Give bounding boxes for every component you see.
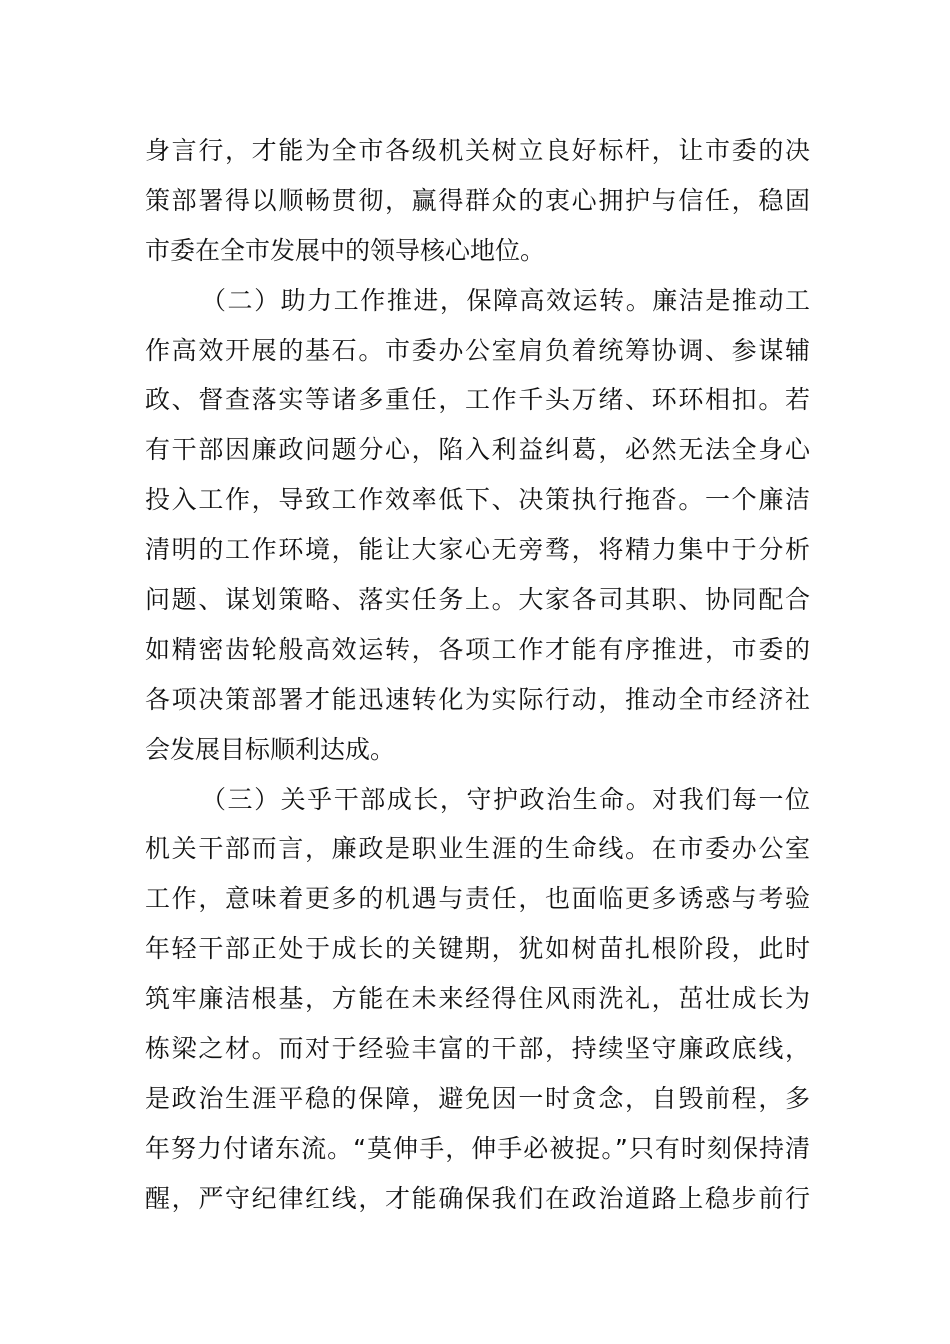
body-line-22: 醒，严守纪律红线，才能确保我们在政治道路上稳步前行 bbox=[145, 1183, 810, 1213]
body-line-3: 市委在全市发展中的领导核心地位。 bbox=[145, 235, 546, 265]
body-line-5: 作高效开展的基石。市委办公室肩负着统筹协调、参谋辅 bbox=[145, 335, 810, 365]
body-line-19: 栋梁之材。而对于经验丰富的干部，持续坚守廉政底线， bbox=[145, 1034, 810, 1064]
body-line-2: 策部署得以顺畅贯彻，赢得群众的衷心拥护与信任，稳固 bbox=[145, 185, 810, 215]
body-line-11: 如精密齿轮般高效运转，各项工作才能有序推进，市委的 bbox=[145, 634, 810, 664]
body-line-6: 政、督查落实等诸多重任，工作千头万绪、环环相扣。若 bbox=[145, 385, 810, 415]
body-line-21: 年努力付诸东流。“莫伸手，伸手必被捉。”只有时刻保持清 bbox=[145, 1133, 810, 1163]
body-line-7: 有干部因廉政问题分心，陷入利益纠葛，必然无法全身心 bbox=[145, 435, 810, 465]
body-line-12: 各项决策部署才能迅速转化为实际行动，推动全市经济社 bbox=[145, 684, 810, 714]
body-line-9: 清明的工作环境，能让大家心无旁骛，将精力集中于分析 bbox=[145, 535, 810, 565]
body-line-15: 机关干部而言，廉政是职业生涯的生命线。在市委办公室 bbox=[145, 834, 810, 864]
section-heading-2-line: （二）助力工作推进，保障高效运转。廉洁是推动工 bbox=[201, 285, 810, 315]
body-line-1: 身言行，才能为全市各级机关树立良好标杆，让市委的决 bbox=[145, 136, 810, 165]
body-line-13: 会发展目标顺利达成。 bbox=[145, 734, 396, 764]
body-line-10: 问题、谋划策略、落实任务上。大家各司其职、协同配合 bbox=[145, 585, 810, 615]
document-body bbox=[145, 126, 810, 1224]
body-line-17: 年轻干部正处于成长的关键期，犹如树苗扎根阶段，此时 bbox=[145, 934, 810, 964]
body-line-16: 工作，意味着更多的机遇与责任，也面临更多诱惑与考验 bbox=[145, 884, 810, 914]
body-line-20: 是政治生涯平稳的保障，避免因一时贪念，自毁前程，多 bbox=[145, 1083, 810, 1113]
body-line-8: 投入工作，导致工作效率低下、决策执行拖沓。一个廉洁 bbox=[145, 485, 810, 515]
section-heading-3-line: （三）关乎干部成长，守护政治生命。对我们每一位 bbox=[201, 784, 810, 814]
body-line-18: 筑牢廉洁根基，方能在未来经得住风雨洗礼，茁壮成长为 bbox=[145, 984, 810, 1014]
